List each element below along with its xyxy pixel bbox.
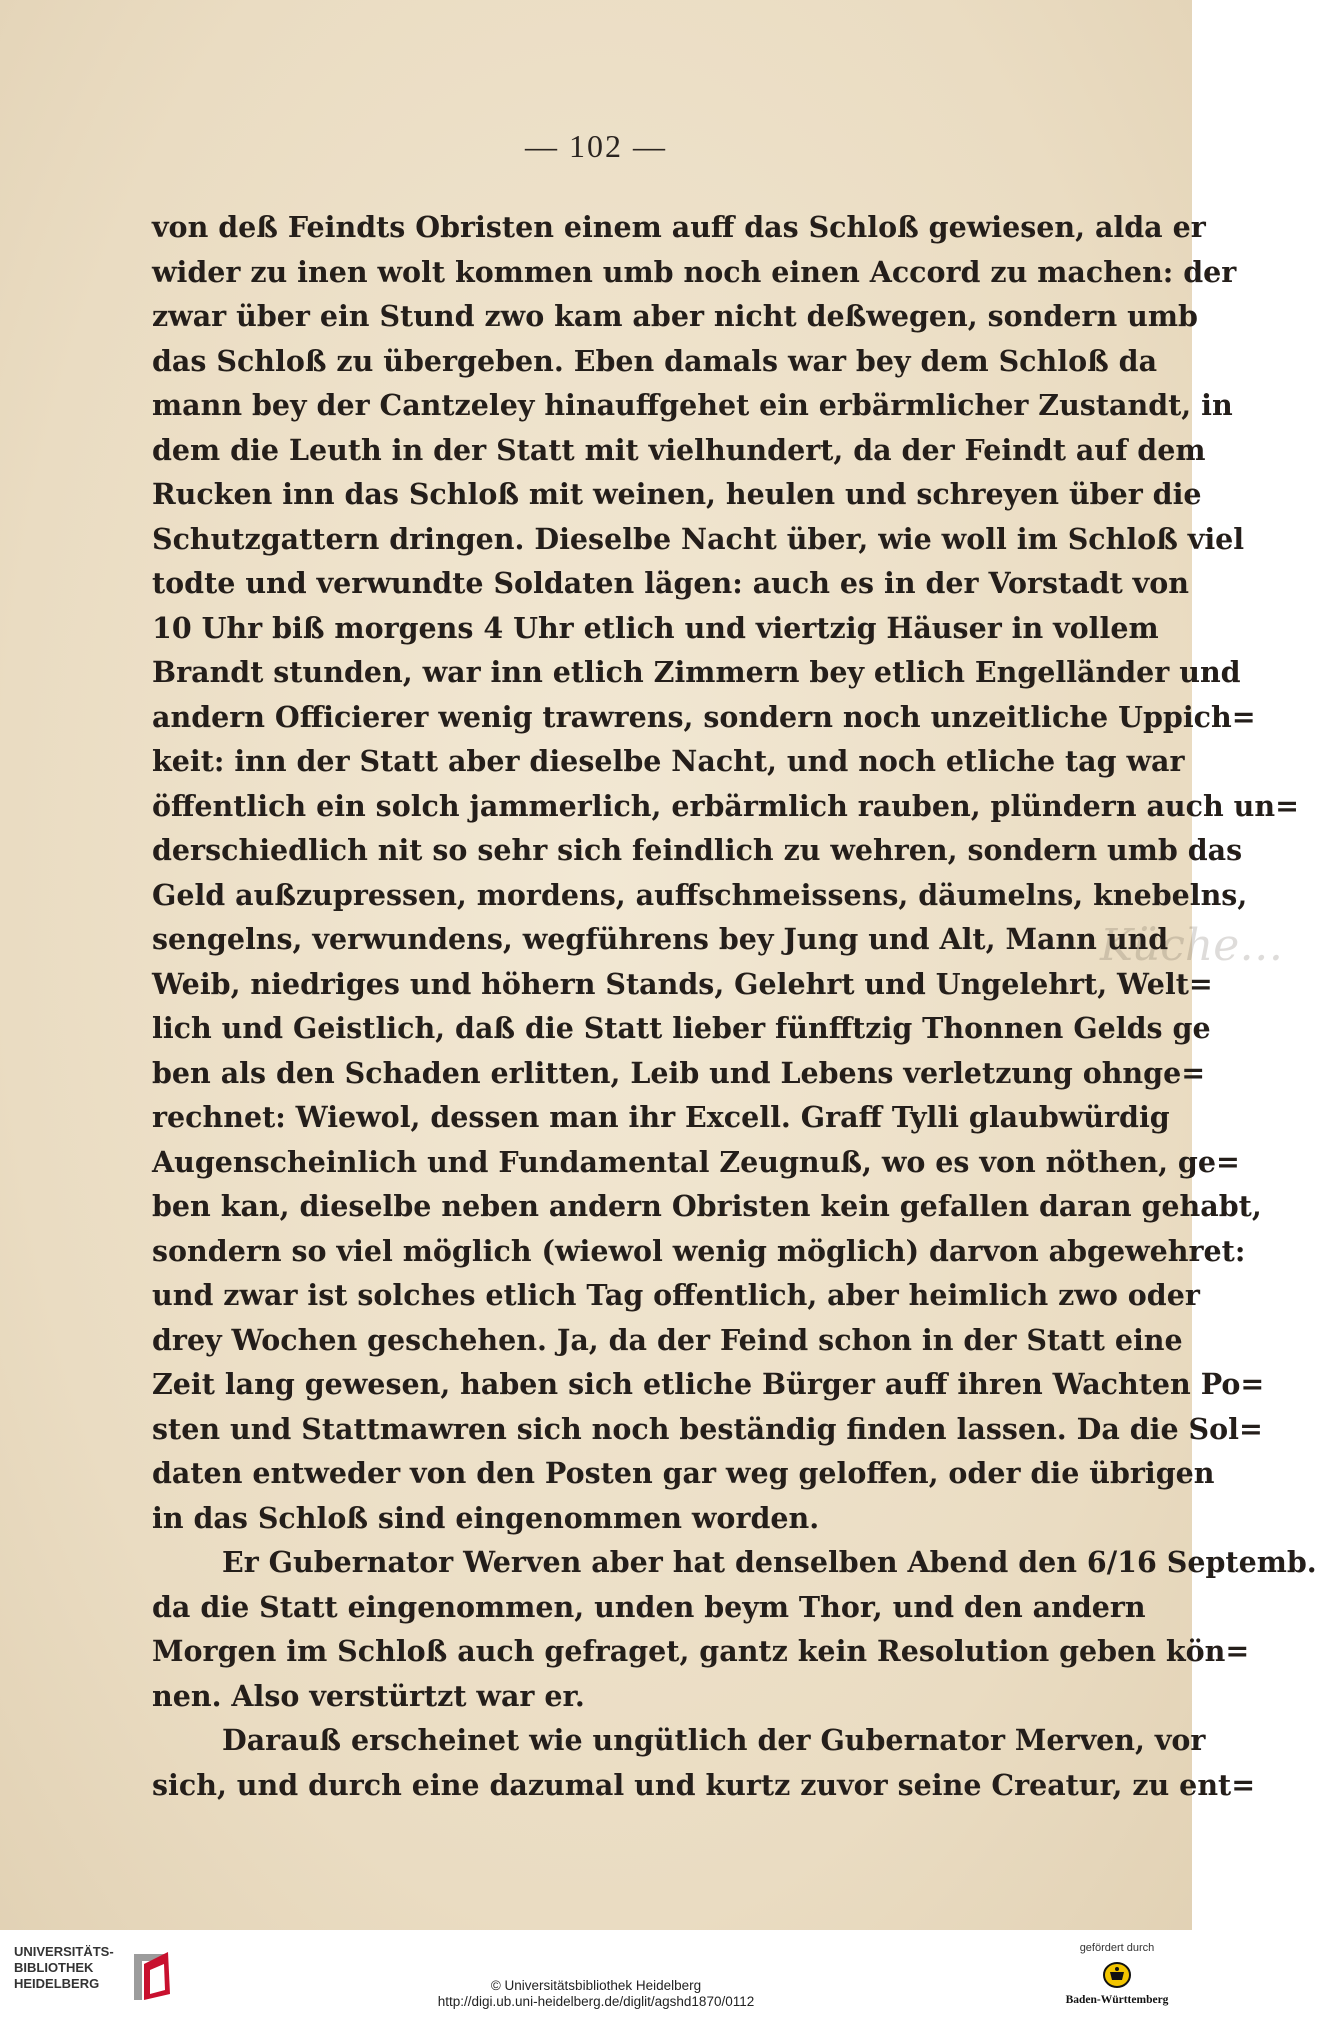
text-line: Darauß erscheinet wie ungütlich der Gubernator Merven, vor: [222, 1723, 1206, 1757]
text-line: Augenscheinlich und Fundamental Zeugnuß, wo es von nöthen, ge=: [152, 1144, 1240, 1179]
text-line: Rucken inn das Schloß mit weinen, heulen und schreyen über die: [152, 477, 1202, 511]
sponsor-label: gefördert durch: [1079, 1942, 1155, 1954]
text-line: sich, und durch eine dazumal und kurtz zuvor seine Creatur, zu ent=: [152, 1767, 1256, 1802]
state-coat-of-arms-icon: [1102, 1960, 1132, 1990]
text-line: Weib, niedriges und höhern Stands, Gelehrt und Ungelehrt, Welt=: [152, 966, 1213, 1001]
permalink-url[interactable]: http://digi.ub.uni-heidelberg.de/diglit/agshd1870/0112: [437, 1994, 755, 2009]
text-line: sten und Stattmawren sich noch beständig finden lassen. Da die Sol=: [152, 1411, 1263, 1446]
text-line: Brandt stunden, war inn etlich Zimmern bey etlich Engelländer und: [152, 655, 1241, 689]
text-line: mann bey der Cantzeley hinauffgehet ein erbärmlicher Zustandt, in: [152, 388, 1233, 422]
text-line: drey Wochen geschehen. Ja, da der Feind schon in der Statt eine: [152, 1322, 1183, 1357]
text-line: nen. Also verstürtzt war er.: [152, 1678, 585, 1713]
text-line: da die Statt eingenommen, unden beym Thor, und den andern: [152, 1589, 1146, 1624]
text-line: todte und verwundte Soldaten lägen: auch es in der Vorstadt von: [152, 566, 1189, 600]
text-line: zwar über ein Stund zwo kam aber nicht deßwegen, sondern umb: [152, 299, 1198, 333]
footer-bar: [0, 1930, 1192, 2019]
text-line: sondern so viel möglich (wiewol wenig möglich) darvon abgewehret:: [152, 1233, 1246, 1268]
text-line: dem die Leuth in der Statt mit vielhundert, da der Feindt auf dem: [152, 432, 1206, 467]
page-number: — 102 —: [525, 128, 667, 164]
text-line: daten entweder von den Posten gar weg geloffen, oder die übrigen: [152, 1456, 1215, 1490]
text-line: das Schloß zu übergeben. Eben damals war bey dem Schloß da: [152, 343, 1158, 378]
text-line: Zeit lang gewesen, haben sich etliche Bürger auff ihren Wachten Po=: [152, 1367, 1265, 1401]
text-line: 10 Uhr biß morgens 4 Uhr etlich und viertzig Häuser in vollem: [152, 610, 1159, 645]
text-line: rechnet: Wiewol, dessen man ihr Excell. Graff Tylli glaubwürdig: [152, 1100, 1170, 1134]
copyright-notice: © Universitätsbibliothek Heidelberg: [490, 1978, 702, 1993]
sponsor-name: Baden-Württemberg: [1065, 1994, 1169, 2006]
text-line: Er Gubernator Werven aber hat denselben Abend den 6/16 Septemb.: [222, 1545, 1317, 1579]
text-line: Geld außzupressen, mordens, auffschmeissens, däumelns, knebelns,: [152, 877, 1248, 912]
text-line: öffentlich ein solch jammerlich, erbärmlich rauben, plündern auch un=: [152, 788, 1299, 823]
text-line: und zwar ist solches etlich Tag offentlich, aber heimlich zwo oder: [152, 1278, 1200, 1312]
text-line: andern Officierer wenig trawrens, sondern noch unzeitliche Uppich=: [152, 699, 1256, 734]
text-line: Schutzgattern dringen. Dieselbe Nacht über, wie woll im Schloß viel: [152, 521, 1245, 556]
text-line: ben als den Schaden erlitten, Leib und Lebens verletzung ohnge=: [152, 1055, 1206, 1090]
text-line: derschiedlich nit so sehr sich feindlich zu wehren, sondern umb das: [152, 833, 1243, 867]
bleed-through-text: Küche…: [1100, 920, 1284, 971]
text-line: wider zu inen wolt kommen umb noch einen Accord zu machen: der: [152, 254, 1237, 289]
library-logo-text: UNIVERSITÄTS- BIBLIOTHEK HEIDELBERG: [14, 1944, 114, 1991]
text-line: Morgen im Schloß auch gefraget, gantz kein Resolution geben kön=: [152, 1634, 1250, 1668]
text-line: ben kan, dieselbe neben andern Obristen kein gefallen daran gehabt,: [152, 1189, 1262, 1223]
text-line: lich und Geistlich, daß die Statt lieber fünfftzig Thonnen Gelds ge: [152, 1011, 1211, 1045]
text-line: von deß Feindts Obristen einem auff das Schloß gewiesen, alda er: [152, 210, 1206, 244]
text-line: keit: inn der Statt aber dieselbe Nacht, und noch etliche tag war: [152, 744, 1185, 778]
text-line: in das Schloß sind eingenommen worden.: [152, 1500, 820, 1535]
sponsor-badge[interactable]: [1052, 1938, 1182, 2016]
text-line: sengelns, verwundens, wegführens bey Jung und Alt, Mann und: [152, 922, 1169, 956]
